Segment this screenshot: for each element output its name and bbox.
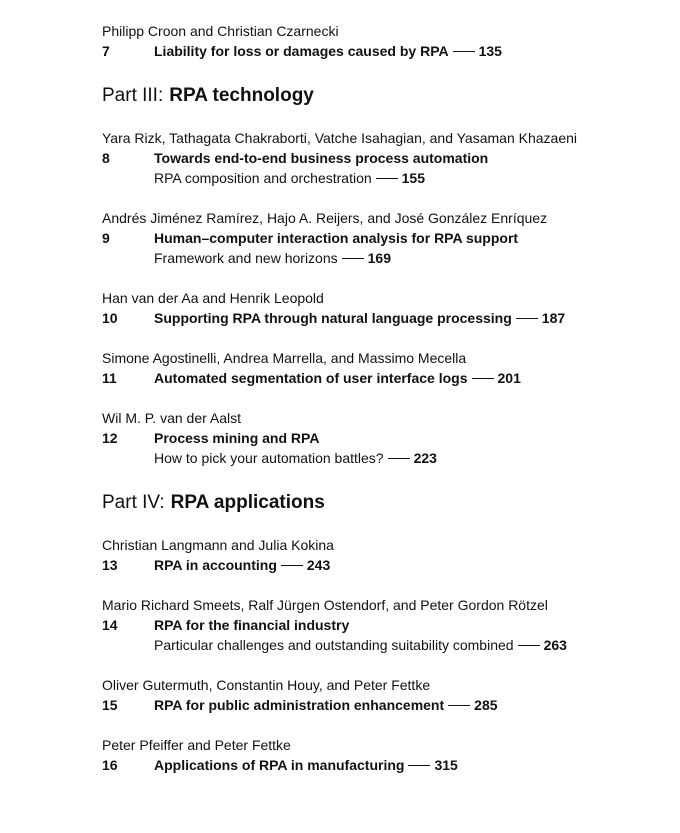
chapter-authors: Han van der Aa and Henrik Leopold <box>102 290 324 306</box>
chapter-title[interactable]: Process mining and RPA <box>154 430 320 446</box>
chapter-authors: Oliver Gutermuth, Constantin Houy, and Peter Fettke <box>102 677 431 693</box>
chapter-subtitle-line <box>102 248 662 268</box>
leader-dash <box>472 378 494 379</box>
page-number[interactable]: 201 <box>497 370 521 386</box>
chapter-title-line[interactable] <box>102 368 662 388</box>
chapter-title-line[interactable] <box>102 428 662 448</box>
chapter-number: 14 <box>102 617 118 633</box>
chapter-number: 8 <box>102 150 110 166</box>
page-number[interactable]: 315 <box>434 757 458 773</box>
chapter-number: 9 <box>102 230 110 246</box>
toc-entry[interactable] <box>102 595 662 655</box>
leader-dash <box>342 258 364 259</box>
chapter-title[interactable]: Automated segmentation of user interface logs <box>154 370 468 386</box>
page-number[interactable]: 135 <box>478 43 502 59</box>
chapter-subtitle: How to pick your automation battles? <box>154 450 384 466</box>
leader-dash <box>453 51 475 52</box>
chapter-title[interactable]: Supporting RPA through natural language processing <box>154 310 512 326</box>
page-number[interactable]: 169 <box>367 250 391 266</box>
chapter-title-line[interactable] <box>102 555 662 575</box>
leader-dash <box>518 645 540 646</box>
leader-dash <box>281 565 303 566</box>
part-heading <box>102 488 662 518</box>
leader-dash <box>376 178 398 179</box>
chapter-title[interactable]: RPA for public administration enhancement <box>154 697 445 713</box>
toc-entry[interactable] <box>102 735 662 775</box>
chapter-subtitle: Framework and new horizons <box>154 250 338 266</box>
toc-entry[interactable] <box>102 128 662 188</box>
table-of-contents <box>102 21 662 795</box>
chapter-title[interactable]: Applications of RPA in manufacturing <box>154 757 405 773</box>
toc-entry[interactable] <box>102 535 662 575</box>
chapter-title-line[interactable] <box>102 41 662 61</box>
leader-dash <box>388 458 410 459</box>
chapter-number: 15 <box>102 697 118 713</box>
leader-dash <box>408 765 430 766</box>
chapter-number: 11 <box>102 370 117 386</box>
chapter-number: 7 <box>102 43 110 59</box>
part-name: RPA applications <box>170 492 325 513</box>
page-number[interactable]: 155 <box>401 170 425 186</box>
chapter-title-line[interactable] <box>102 695 662 715</box>
page-number[interactable]: 285 <box>474 697 498 713</box>
toc-entry[interactable] <box>102 21 662 61</box>
chapter-authors: Andrés Jiménez Ramírez, Hajo A. Reijers, and José González Enríquez <box>102 210 548 226</box>
part-label: Part III: <box>102 85 164 106</box>
chapter-title-line[interactable] <box>102 615 662 635</box>
chapter-number: 10 <box>102 310 118 326</box>
chapter-number: 13 <box>102 557 118 573</box>
toc-entry[interactable] <box>102 675 662 715</box>
chapter-authors: Philipp Croon and Christian Czarnecki <box>102 23 339 39</box>
chapter-title-line[interactable] <box>102 148 662 168</box>
chapter-authors: Yara Rizk, Tathagata Chakraborti, Vatche Isahagian, and Yasaman Khazaeni <box>102 130 578 146</box>
chapter-title[interactable]: RPA for the financial industry <box>154 617 350 633</box>
chapter-subtitle: Particular challenges and outstanding suitability combined <box>154 637 514 653</box>
toc-entry[interactable] <box>102 208 662 268</box>
chapter-subtitle-line <box>102 168 662 188</box>
chapter-number: 12 <box>102 430 118 446</box>
chapter-authors: Christian Langmann and Julia Kokina <box>102 537 334 553</box>
chapter-number: 16 <box>102 757 118 773</box>
page-number[interactable]: 243 <box>306 557 331 573</box>
leader-dash <box>448 705 470 706</box>
chapter-title-line[interactable] <box>102 308 662 328</box>
part-name: RPA technology <box>169 85 314 106</box>
part-label: Part IV: <box>102 492 165 513</box>
chapter-title-line[interactable] <box>102 755 662 775</box>
chapter-authors: Wil M. P. van der Aalst <box>102 410 242 426</box>
leader-dash <box>516 318 538 319</box>
toc-entry[interactable] <box>102 348 662 388</box>
chapter-title[interactable]: RPA in accounting <box>154 557 277 573</box>
chapter-title[interactable]: Human–computer interaction analysis for RPA support <box>154 230 519 246</box>
page-number[interactable]: 223 <box>413 450 437 466</box>
chapter-title[interactable]: Towards end-to-end business process automation <box>154 150 489 166</box>
page-number[interactable]: 187 <box>541 310 566 326</box>
chapter-authors: Simone Agostinelli, Andrea Marrella, and Massimo Mecella <box>102 350 467 366</box>
chapter-subtitle-line <box>102 635 662 655</box>
chapter-authors: Mario Richard Smeets, Ralf Jürgen Ostendorf, and Peter Gordon Rötzel <box>102 597 548 613</box>
page-number[interactable]: 263 <box>543 637 567 653</box>
chapter-authors: Peter Pfeiffer and Peter Fettke <box>102 737 291 753</box>
toc-entry[interactable] <box>102 288 662 328</box>
chapter-title[interactable]: Liability for loss or damages caused by RPA <box>154 43 449 59</box>
chapter-subtitle-line <box>102 448 662 468</box>
part-heading <box>102 81 662 111</box>
chapter-title-line[interactable] <box>102 228 662 248</box>
toc-entry[interactable] <box>102 408 662 468</box>
chapter-subtitle: RPA composition and orchestration <box>154 170 372 186</box>
